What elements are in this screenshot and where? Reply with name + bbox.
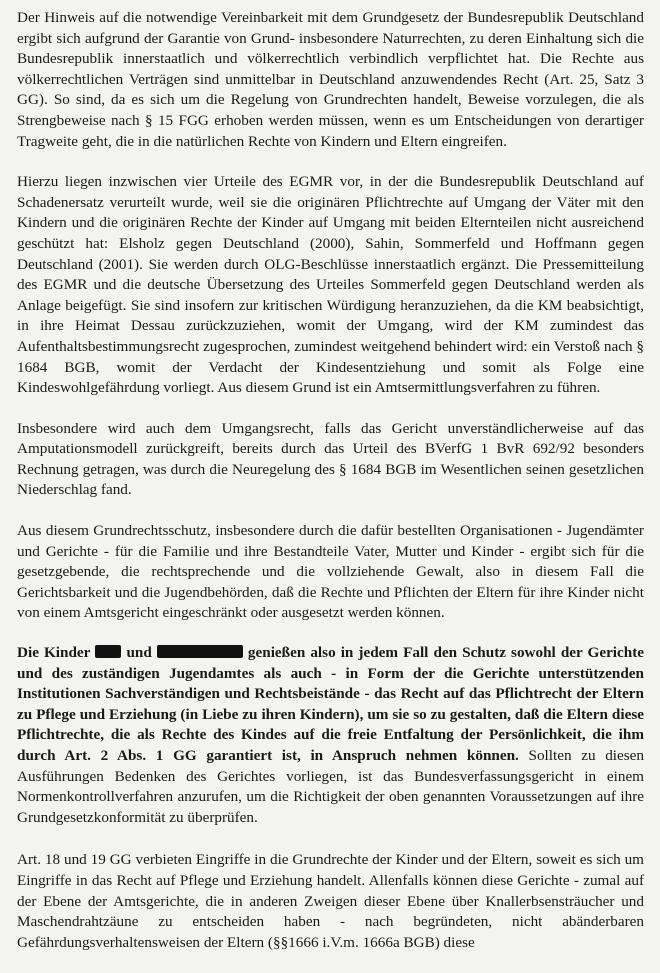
bold-intro-children: Die Kinder (17, 644, 91, 662)
bold-and: und (126, 644, 152, 662)
paragraph-egmr-judgments: Hierzu liegen inzwischen vier Urteile des EGMR vor, in der die Bundesrepublik Deutschland auf Schadenersatz verurteilt wurde, weil sie die originären Pflichtrechte auf Umgang der Väter mit den Kindern und die originären Rechte der Kinder auf Umgang mit beiden Elternteilen nicht ausreichend geschützt hat: Elsholz gegen Deutschland (2000), Sahin, Sommerfeld und Hoffmann gegen Deutschland (2001). Sie werden durch OLG-Beschlüsse innerstaatlich ergänzt. Die Pressemitteilung des EGMR und die deutsche Übersetzung des Urteiles Sommerfeld gegen Deutschland werden als Anlage beigefügt. Sie sind insofern zur kritischen Würdigung heranzuziehen, da die KM beabsichtigt, in ihre Heimat Dessau zurückzuziehen, womit der Umgang, wird der KM zumindest das Aufenthaltsbestimmungsrecht zugesprochen, zumindest weitgehend behindert wird: ein Verstoß nach § 1684 BGB, womit der Verdacht der Kindesentziehung und somit als Folge eine Kindeswohlgefährdung vorliegt. Aus diesem Grund ist ein Amtsermittlungsverfahren zu führen. (17, 173, 644, 397)
bold-body-text: genießen also in jedem Fall den Schutz sowohl der Gerichte und des zuständigen Jugendamtes als auch - in Form der die Gerichte unterstützenden Institutionen Sachverständigen und Rechtsbeistände - das Recht auf das Pflichtrecht der Eltern zu Pflege und Erziehung (in Liebe zu ihren Kindern), um sie so zu gestalten, daß die Eltern diese Pflichtrechte, die als Rechte des Kindes auf die freie Entfaltung der Persönlichkeit, die ihm durch Art. 2 Abs. 1 GG garantiert ist, in Anspruch nehmen können. (17, 644, 645, 764)
redacted-name-1 (95, 645, 121, 658)
paragraph-articles-18-19: Art. 18 und 19 GG verbieten Eingriffe in die Grundrechte der Kinder und der Eltern, soweit es sich um Eingriffe in das Recht auf Pflege und Erziehung handelt. Allenfalls können diese Gerichte - zumal auf der Ebene der Amtsgerichte, die in anderen Zweigen dieser Ebene über Knallerbsensträucher und Maschendrahtzäune zu entscheiden haben - nach begründeten, nicht abänderbaren Gefährdungsverhaltensweisen der Eltern (§§1666 i.V.m. 1666a BGB) diese (17, 851, 644, 951)
paragraph-fundamental-rights-protection: Aus diesem Grundrechtsschutz, insbesondere durch die dafür bestellten Organisationen - Jugendämter und Gerichte - für die Familie und ihre Bestandteile Vater, Mutter und Kinder - ergibt sich für die gesetzgebende, die rechtsprechende und die vollziehende Gewalt, also in diesem Fall die Gerichtsbarkeit und die Jugendbehörden, daß die Rechte und Pflichten der Eltern für ihre Kinder nicht von einem Amtsgericht eingeschränkt oder ausgesetzt werden können. (17, 522, 644, 622)
paragraph-access-rights: Insbesondere wird auch dem Umgangsrecht, falls das Gericht unverständlicherweise auf das Amputationsmodell zurückgreift, bereits durch das Urteil des BVerfG 1 BvR 692/92 besonders Rechnung getragen, was durch die Neuregelung des § 1684 BGB im Wesentlichen seinen gesetzlichen Niederschlag fand. (17, 419, 644, 499)
paragraph-constitutional-compatibility: Der Hinweis auf die notwendige Vereinbarkeit mit dem Grundgesetz der Bundesrepublik Deutschland ergibt sich aufgrund der Garantie von Grund- insbesondere Naturrechten, zu deren Einhaltung sich die Bundesrepublik innerstaatlich und völkerrechtlich verbindlich verpflichtet hat. Die Rechte aus völkerrechtlichen Verträgen sind unmittelbar in Deutschland anzuwendendes Recht (Art. 25, Satz 3 GG). So sind, da es sich um die Regelung von Grundrechten handelt, Beweise vorzulegen, die als Strengbeweise nach § 15 FGG erhoben werden müssen, wenn es um Entscheidungen von derartiger Tragweite geht, die in die natürlichen Rechte von Kindern und Eltern eingreifen. (17, 9, 644, 150)
redacted-name-2 (157, 645, 243, 658)
paragraph-children-protection (17, 643, 644, 828)
normal-body-text: Sollten zu diesen Ausführungen Bedenken des Gerichtes vorliegen, ist das Bundesverfassungsgericht in einem Normenkontrollverfahren anzurufen, um die Richtigkeit der oben genannten Voraussetzungen auf ihre Grundgesetzkonformität zu überprüfen. (17, 747, 644, 826)
